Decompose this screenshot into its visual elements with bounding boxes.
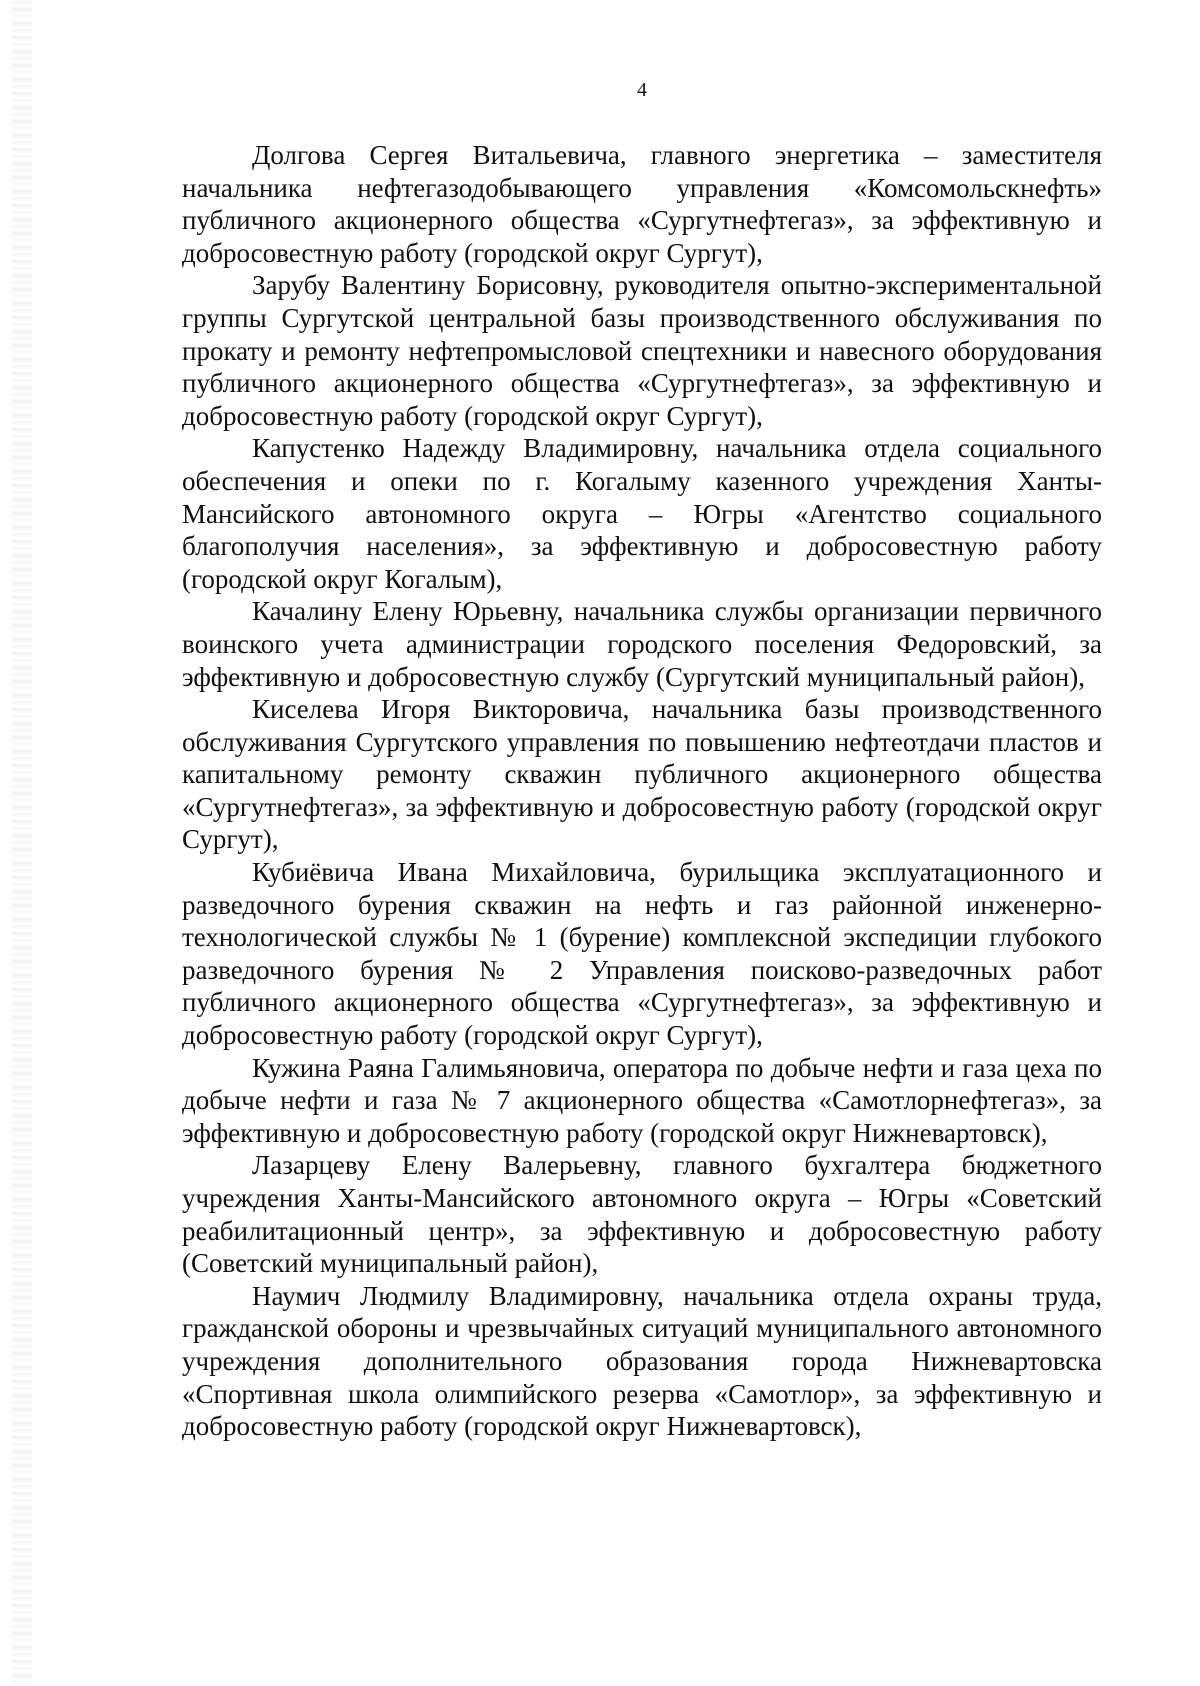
award-paragraph-kiselev: Киселева Игоря Викторовича, начальника базы производственного обслуживания Сургутского управления по повышению нефтеотдачи пластов и капитальному ремонту скважин публичного акционерного общества «Сургутнефтегаз», за эффективную и добросовестную работу (городской округ Сургут), <box>182 694 1102 855</box>
award-paragraph-kachalina: Качалину Елену Юрьевну, начальника службы организации первичного воинского учета администрации городского поселения Федоровский, за эффективную и добросовестную службу (Сургутский муниципальный район), <box>182 596 1102 692</box>
award-paragraph-dolgov: Долгова Сергея Витальевича, главного энергетика – заместителя начальника нефтегазодобывающего управления «Комсомольскнефть» публичного акционерного общества «Сургутнефтегаз», за эффективную и добросовестную работу (городской округ Сургут), <box>182 140 1102 268</box>
award-paragraph-naumich: Наумич Людмилу Владимировну, начальника отдела охраны труда, гражданской обороны и чрезвычайных ситуаций муниципального автономного учреждения дополнительного образования города Нижневартовска «Спортивная школа олимпийского резерва «Самотлор», за эффективную и добросовестную работу (городской округ Нижневартовск), <box>182 1280 1102 1442</box>
document-page <box>182 0 1102 1686</box>
award-paragraph-kubiyovich: Кубиёвича Ивана Михайловича, бурильщика эксплуатационного и разведочного бурения скважин на нефть и газ районной инженерно-технологической службы № 1 (бурение) комплексной экспедиции глубокого разведочного бурения № 2 Управления поисково-разведочных работ публичного акционерного общества «Сургутнефтегаз», за эффективную и добросовестную работу (городской округ Сургут), <box>182 857 1102 1051</box>
page-number: 4 <box>637 79 647 101</box>
award-paragraph-kuzhin: Кужина Раяна Галимьяновича, оператора по добыче нефти и газа цеха по добыче нефти и газа № 7 акционерного общества «Самотлорнефтегаз», за эффективную и добросовестную работу (городской округ Нижневартовск), <box>182 1052 1102 1148</box>
award-paragraph-kapustenko: Капустенко Надежду Владимировну, начальника отдела социального обеспечения и опеки по г. Когалыму казенного учреждения Ханты-Мансийского автономного округа – Югры «Агентство социального благополучия населения», за эффективную и добросовестную работу (городской округ Когалым), <box>182 433 1102 594</box>
award-paragraph-lazartseva: Лазарцеву Елену Валерьевну, главного бухгалтера бюджетного учреждения Ханты-Мансийского автономного округа – Югры «Советский реабилитационный центр», за эффективную и добросовестную работу (Советский муниципальный район), <box>182 1150 1102 1279</box>
document-body <box>182 139 1102 1443</box>
scan-edge-artifact <box>12 0 32 1686</box>
award-paragraph-zaruba: Зарубу Валентину Борисовну, руководителя опытно-экспериментальной группы Сургутской центральной базы производственного обслуживания по прокату и ремонту нефтепромысловой спецтехники и навесного оборудования публичного акционерного общества «Сургутнефтегаз», за эффективную и добросовестную работу (городской округ Сургут), <box>182 270 1102 431</box>
